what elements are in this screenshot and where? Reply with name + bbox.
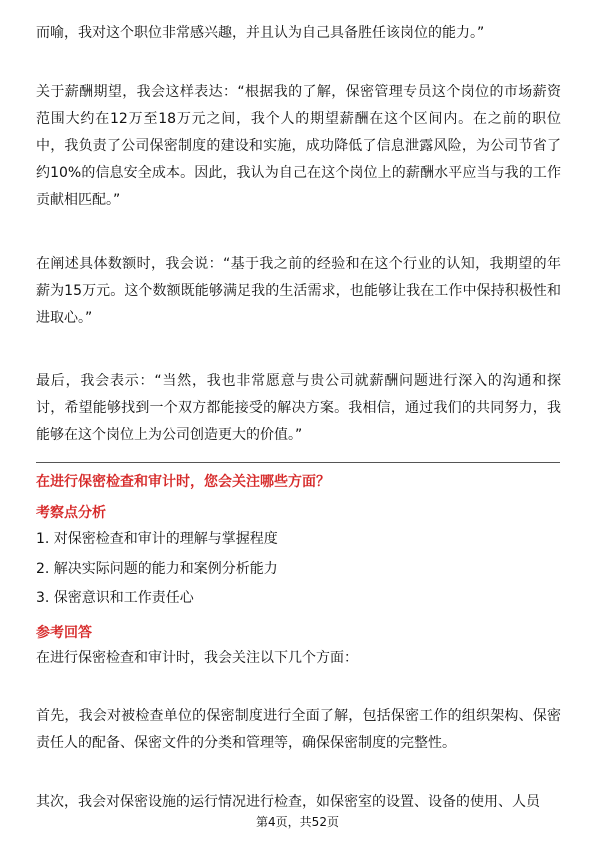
analysis-item: 3. 保密意识和工作责任心 bbox=[36, 590, 194, 606]
paragraph: 最后，我会表示：“当然，我也非常愿意与贵公司就薪酬问题进行深入的沟通和探讨，希望能够找到一个双方都能接受的解决方案。我相信，通过我们的共同努力，我能够在这个岗位上为公司创造更大的价值。” bbox=[36, 373, 561, 443]
answer-paragraph: 其次，我会对保密设施的运行情况进行检查，如保密室的设置、设备的使用、人员 bbox=[36, 794, 540, 810]
answer-paragraph: 在进行保密检查和审计时，我会关注以下几个方面： bbox=[36, 650, 358, 666]
analysis-item: 1. 对保密检查和审计的理解与掌握程度 bbox=[36, 531, 278, 547]
paragraph: 在阐述具体数额时，我会说：“基于我之前的经验和在这个行业的认知，我期望的年薪为15万元。这个数额既能够满足我的生活需求，也能够让我在工作中保持积极性和进取心。” bbox=[36, 256, 561, 326]
analysis-item: 2. 解决实际问题的能力和案例分析能力 bbox=[36, 561, 278, 577]
answer-paragraph: 首先，我会对被检查单位的保密制度进行全面了解，包括保密工作的组织架构、保密责任人的配备、保密文件的分类和管理等，确保保密制度的完整性。 bbox=[36, 708, 561, 751]
paragraph: 而喻，我对这个职位非常感兴趣，并且认为自己具备胜任该岗位的能力。” bbox=[36, 25, 485, 41]
section-divider bbox=[36, 462, 560, 463]
analysis-heading: 考察点分析 bbox=[36, 505, 106, 521]
question-title: 在进行保密检查和审计时，您会关注哪些方面？ bbox=[36, 474, 330, 490]
paragraph: 关于薪酬期望，我会这样表达：“根据我的了解，保密管理专员这个岗位的市场薪资范围大约在12万至18万元之间，我个人的期望薪酬在这个区间内。在之前的职位中，我负责了公司保密制度的建设和实施，成功降低了信息泄露风险，为公司节省了约10%的信息安全成本。因此，我认为自己在这个岗位上的薪酬水平应当与我的工作贡献相匹配。” bbox=[36, 84, 561, 208]
answer-heading: 参考回答 bbox=[36, 625, 92, 641]
page-number: 第4页，共52页 bbox=[256, 815, 339, 829]
